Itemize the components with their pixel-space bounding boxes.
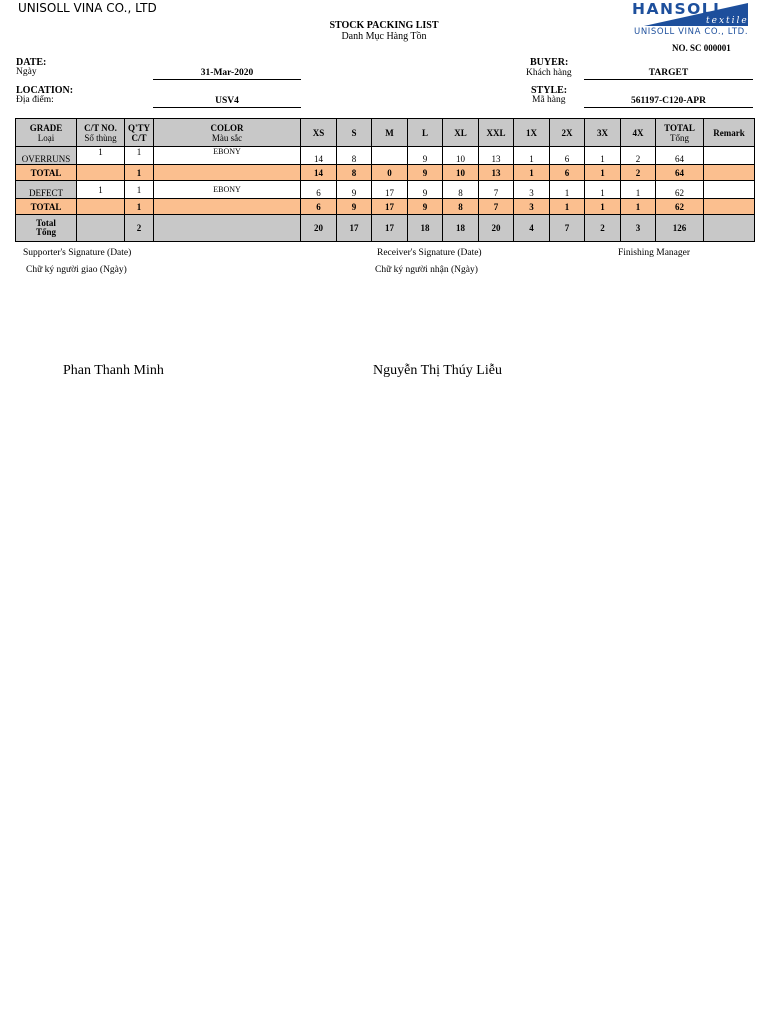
header-size-m: M: [372, 119, 408, 147]
size-cell: 6: [550, 147, 585, 165]
header-color: COLOR Màu sắc: [154, 119, 301, 147]
qty-cell: 1: [125, 147, 154, 165]
size-cell: 1: [585, 165, 621, 181]
size-cell: 9: [337, 199, 372, 215]
size-cell: 10: [443, 147, 479, 165]
total-label: TOTAL: [16, 165, 77, 181]
color-cell: [154, 215, 301, 242]
table-row-overruns-total: [16, 165, 755, 181]
size-cell: 2: [621, 165, 656, 181]
total-label: TOTAL: [16, 199, 77, 215]
ctno-cell: 1: [77, 147, 125, 165]
size-cell: 9: [337, 181, 372, 199]
buyer-value: TARGET: [584, 67, 753, 80]
color-cell: [154, 199, 301, 215]
size-cell: 1: [514, 165, 550, 181]
ctno-cell: [77, 215, 125, 242]
finishing-manager-label: Finishing Manager: [618, 248, 691, 258]
logo-wordmark: HANSOLL: [632, 0, 725, 18]
size-cell: 17: [372, 215, 408, 242]
buyer-sublabel: Khách hàng: [526, 68, 572, 78]
size-cell: 1: [621, 181, 656, 199]
size-cell: 17: [372, 199, 408, 215]
receiver-signature-label: Receiver's Signature (Date): [377, 248, 482, 258]
qty-cell: 1: [125, 165, 154, 181]
size-cell: 3: [514, 199, 550, 215]
size-cell: 9: [408, 199, 443, 215]
header-size-l: L: [408, 119, 443, 147]
total-cell: 126: [656, 215, 704, 242]
size-cell: 7: [550, 215, 585, 242]
size-cell: 17: [337, 215, 372, 242]
header-qty: Q'TY C/T: [125, 119, 154, 147]
location-sublabel: Địa điểm:: [16, 95, 54, 105]
header-size-3x: 3X: [585, 119, 621, 147]
header-remark: Remark: [704, 119, 755, 147]
supporter-signature-sublabel: Chữ ký người giao (Ngày): [26, 265, 127, 275]
size-cell: 0: [372, 165, 408, 181]
size-cell: 3: [514, 181, 550, 199]
size-cell: 3: [621, 215, 656, 242]
receiver-signature-sublabel: Chữ ký người nhận (Ngày): [375, 265, 478, 275]
buyer-label: BUYER:: [530, 57, 569, 68]
size-cell: 1: [585, 199, 621, 215]
size-cell: 8: [337, 165, 372, 181]
header-total: TOTAL Tổng: [656, 119, 704, 147]
size-cell: 2: [585, 215, 621, 242]
size-cell: 2: [621, 147, 656, 165]
size-cell: 14: [301, 147, 337, 165]
size-cell: 10: [443, 165, 479, 181]
remark-cell: [704, 147, 755, 165]
size-cell: 1: [585, 181, 621, 199]
grade-cell: DEFECT: [16, 181, 77, 199]
table-row-defect: [16, 181, 755, 199]
color-cell: EBONY: [154, 181, 301, 199]
receiver-name: Nguyễn Thị Thúy Liễu: [373, 363, 502, 378]
size-cell: 1: [550, 181, 585, 199]
size-cell: 6: [301, 199, 337, 215]
size-cell: 7: [479, 181, 514, 199]
size-cell: 18: [443, 215, 479, 242]
total-cell: 62: [656, 181, 704, 199]
logo-subtext: UNISOLL VINA CO., LTD.: [634, 27, 749, 37]
total-cell: 64: [656, 165, 704, 181]
table-row-grand-total: [16, 215, 755, 242]
size-cell: 1: [550, 199, 585, 215]
packing-table: [15, 118, 755, 242]
size-cell: 17: [372, 181, 408, 199]
date-sublabel: Ngày: [16, 67, 37, 77]
qty-cell: 1: [125, 181, 154, 199]
header-grade: GRADE Loại: [16, 119, 77, 147]
remark-cell: [704, 165, 755, 181]
date-value: 31-Mar-2020: [153, 67, 301, 80]
size-cell: 7: [479, 199, 514, 215]
size-cell: 20: [301, 215, 337, 242]
header-size-xxl: XXL: [479, 119, 514, 147]
company-name: UNISOLL VINA CO., LTD: [18, 1, 157, 15]
size-cell: 8: [443, 181, 479, 199]
color-cell: [154, 165, 301, 181]
size-cell: 1: [585, 147, 621, 165]
size-cell: 8: [337, 147, 372, 165]
logo-script: textile: [706, 16, 749, 26]
page-title: STOCK PACKING LIST: [329, 20, 439, 31]
header-size-1x: 1X: [514, 119, 550, 147]
hansoll-logo: [624, 0, 758, 42]
size-cell: 4: [514, 215, 550, 242]
location-label: LOCATION:: [16, 85, 74, 96]
table-row-overruns: [16, 147, 755, 165]
style-sublabel: Mã hàng: [532, 95, 566, 105]
size-cell: 6: [550, 165, 585, 181]
total-cell: 62: [656, 199, 704, 215]
header-size-s: S: [337, 119, 372, 147]
size-cell: 13: [479, 147, 514, 165]
size-cell: 18: [408, 215, 443, 242]
size-cell: 8: [443, 199, 479, 215]
grand-total-label: Total Tổng: [16, 215, 77, 242]
grade-cell: OVERRUNS: [16, 147, 77, 165]
header-size-xl: XL: [443, 119, 479, 147]
size-cell: 14: [301, 165, 337, 181]
total-cell: 64: [656, 147, 704, 165]
size-cell: [372, 147, 408, 165]
style-label: STYLE:: [531, 85, 568, 96]
size-cell: 9: [408, 181, 443, 199]
table-header-row: [16, 119, 755, 147]
size-cell: 1: [621, 199, 656, 215]
document-number: NO. SC 000001: [672, 43, 731, 53]
remark-cell: [704, 181, 755, 199]
header-size-xs: XS: [301, 119, 337, 147]
page-subtitle: Danh Mục Hàng Tồn: [341, 31, 427, 42]
size-cell: 13: [479, 165, 514, 181]
location-value: USV4: [153, 95, 301, 108]
size-cell: 9: [408, 147, 443, 165]
supporter-signature-label: Supporter's Signature (Date): [23, 248, 132, 258]
size-cell: 1: [514, 147, 550, 165]
header-size-2x: 2X: [550, 119, 585, 147]
header-ctno: C/T NO. Số thùng: [77, 119, 125, 147]
header-size-4x: 4X: [621, 119, 656, 147]
style-value: 561197-C120-APR: [584, 95, 753, 108]
ctno-cell: [77, 199, 125, 215]
ctno-cell: [77, 165, 125, 181]
remark-cell: [704, 199, 755, 215]
qty-cell: 1: [125, 199, 154, 215]
size-cell: 9: [408, 165, 443, 181]
color-cell: EBONY: [154, 147, 301, 165]
remark-cell: [704, 215, 755, 242]
supporter-name: Phan Thanh Minh: [63, 363, 164, 378]
qty-cell: 2: [125, 215, 154, 242]
ctno-cell: 1: [77, 181, 125, 199]
table-row-defect-total: [16, 199, 755, 215]
size-cell: 20: [479, 215, 514, 242]
size-cell: 6: [301, 181, 337, 199]
date-label: DATE:: [16, 57, 47, 68]
